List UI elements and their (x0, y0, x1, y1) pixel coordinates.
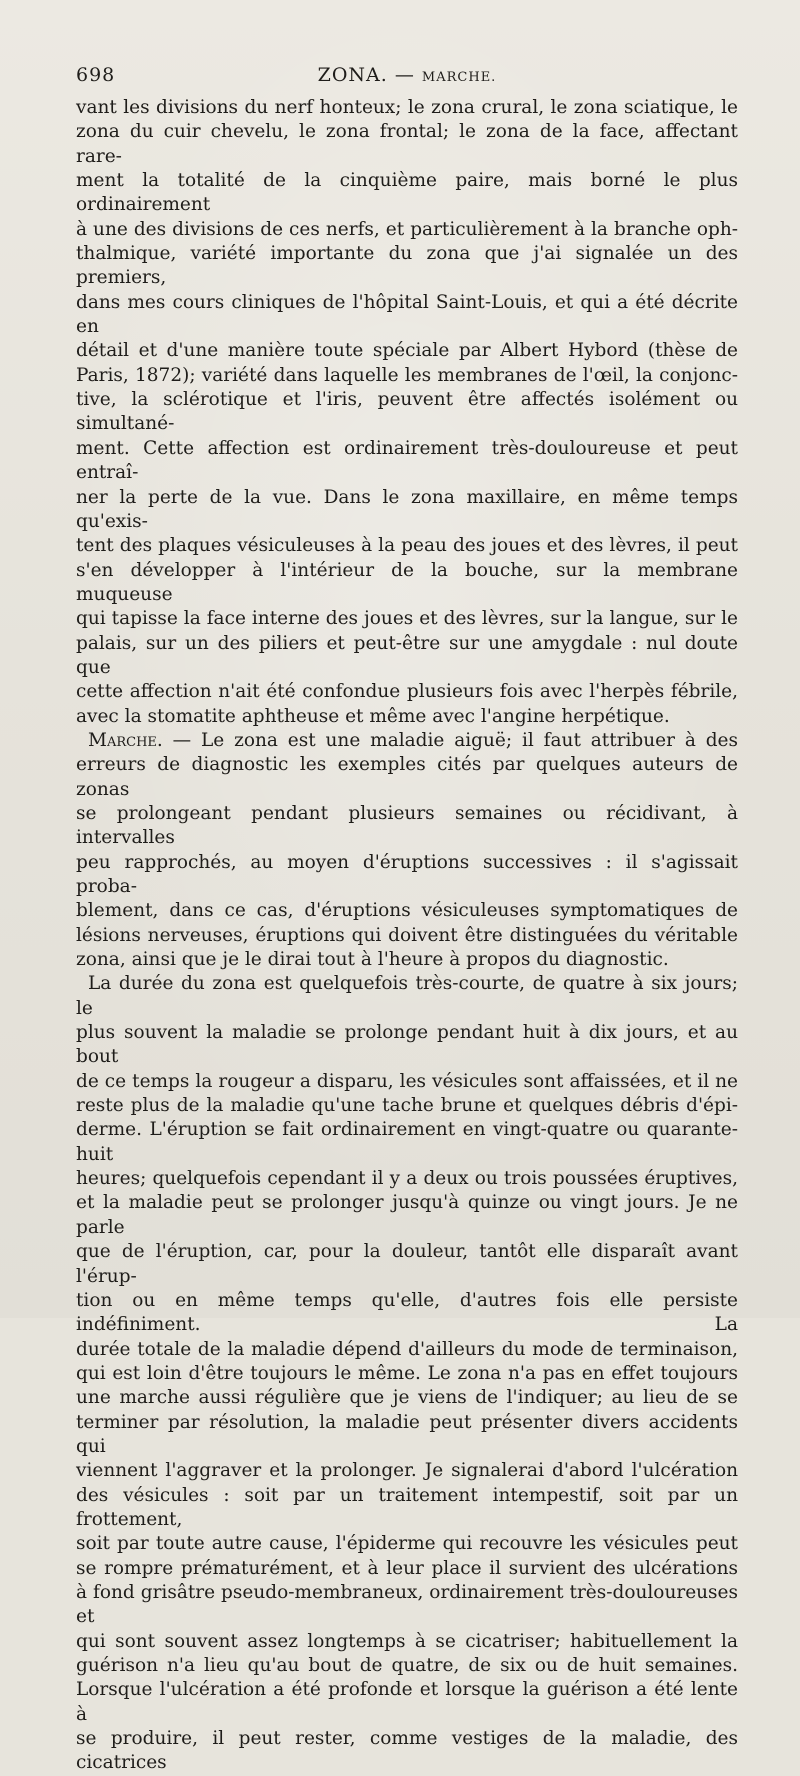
text-line (76, 96, 738, 120)
text-line (76, 753, 738, 802)
text-line (76, 1678, 738, 1727)
line-text: erreurs de diagnostic les exemples cités par quelques auteurs de zonas (76, 754, 738, 800)
line-text: des vésicules : soit par un traitement intempestif, soit par un frottement, (76, 1484, 738, 1530)
line-text: reste plus de la maladie qu'une tache brune et quelques débris d'épi- (76, 1095, 738, 1117)
running-title (76, 62, 738, 91)
line-text: et la maladie peut se prolonger jusqu'à quinze ou vingt jours. Je ne parle (76, 1192, 738, 1238)
text-line (76, 1727, 738, 1776)
line-text: à fond grisâtre pseudo-membraneux, ordinairement très-douloureuses et (76, 1581, 738, 1628)
text-line (76, 1191, 738, 1240)
line-text: zona, ainsi que je le dirai tout à l'heure à propos du diagnostic. (76, 949, 669, 971)
text-line (76, 437, 738, 486)
text-line (76, 364, 738, 388)
text-line (76, 1557, 738, 1581)
page-number: 698 (76, 64, 116, 86)
text-line (76, 1484, 738, 1533)
line-text: de ce temps la rougeur a disparu, les vésicules sont affaissées, et il ne (76, 1070, 738, 1092)
line-text: terminer par résolution, la maladie peut présenter divers accidents qui (76, 1411, 738, 1457)
line-text: thalmique, variété importante du zona que j'ai signalée un des premiers, (76, 243, 738, 289)
text-line (76, 218, 738, 242)
text-line (76, 339, 738, 363)
text-line (76, 1630, 738, 1654)
text-line (76, 1167, 738, 1191)
text-line (76, 632, 738, 681)
line-text: se produire, il peut rester, comme vestiges de la maladie, des cicatrices (76, 1728, 738, 1774)
line-text: peu rapprochés, au moyen d'éruptions successives : il s'agissait proba- (76, 851, 738, 897)
text-line (76, 1240, 738, 1289)
line-text: détail et d'une manière toute spéciale par Albert Hybord (thèse de (76, 340, 738, 362)
text-line (76, 1362, 738, 1386)
text-line (76, 802, 738, 851)
line-text: avec la stomatite aphtheuse et même avec l'angine herpétique. (76, 705, 670, 727)
text-line (76, 680, 738, 704)
line-text: dans mes cours cliniques de l'hôpital Saint-Louis, et qui a été décrite en (76, 291, 738, 338)
text-line (76, 851, 738, 900)
line-text: lésions nerveuses, éruptions qui doivent être distinguées du véritable (76, 924, 738, 946)
line-text: viennent l'aggraver et la prolonger. Je signalerai d'abord l'ulcération (76, 1460, 738, 1482)
line-text: soit par toute autre cause, l'épiderme qui recouvre les vésicules peut (76, 1533, 738, 1555)
line-text: ner la perte de la vue. Dans le zona maxillaire, en même temps qu'exis- (76, 486, 738, 532)
text-line (76, 1021, 738, 1070)
line-text: se prolongeant pendant plusieurs semaines ou récidivant, à intervalles (76, 802, 738, 849)
text-line (76, 388, 738, 437)
text-line (76, 948, 738, 972)
line-text: ment la totalité de la cinquième paire, mais borné le plus ordinairement (76, 170, 738, 216)
text-line (76, 1094, 738, 1118)
text-line (76, 486, 738, 535)
line-text: zona du cuir chevelu, le zona frontal; le zona de la face, affectant rare- (76, 121, 738, 167)
text-line (76, 607, 738, 631)
text-line (76, 291, 738, 340)
text-line (76, 705, 738, 729)
line-text: plus souvent la maladie se prolonge pendant huit à dix jours, et au bout (76, 1022, 738, 1068)
text-line (76, 1411, 738, 1460)
text-line (76, 1581, 738, 1630)
text-line (76, 1070, 738, 1094)
text-line (76, 242, 738, 291)
text-line (76, 1532, 738, 1556)
text-line (76, 534, 738, 558)
line-text: qui sont souvent assez longtemps à se cicatriser; habituellement la (76, 1630, 738, 1652)
line-text: blement, dans ce cas, d'éruptions vésiculeuses symptomatiques de (76, 900, 738, 922)
text-line (76, 120, 738, 169)
text-line (76, 169, 738, 218)
text-line (76, 924, 738, 948)
text-line (76, 559, 738, 608)
text-line (76, 1289, 738, 1338)
line-text: s'en développer à l'intérieur de la bouche, sur la membrane muqueuse (76, 559, 738, 605)
line-text: derme. L'éruption se fait ordinairement en vingt-quatre ou quarante-huit (76, 1119, 738, 1165)
running-title-separator: — (387, 64, 422, 86)
line-text: cette affection n'ait été confondue plusieurs fois avec l'herpès fébrile, (76, 681, 738, 703)
line-text: guérison n'a lieu qu'au bout de quatre, de six ou de huit semaines. (76, 1655, 738, 1676)
text-line (76, 1338, 738, 1362)
line-text: Paris, 1872); variété dans laquelle les membranes de l'œil, la conjonc- (76, 364, 738, 386)
line-text: que de l'éruption, car, pour la douleur, tantôt elle disparaît avant l'érup- (76, 1241, 738, 1287)
line-text: — Le zona est une maladie aiguë; il faut attribuer à des (162, 729, 738, 751)
page-header (76, 62, 738, 88)
line-text: se rompre prématurément, et à leur place il survient des ulcérations (76, 1557, 738, 1579)
running-title-section: MARCHE. (421, 70, 497, 85)
line-text: qui tapisse la face interne des joues et des lèvres, sur la langue, sur le (76, 608, 738, 630)
text-line (76, 1654, 738, 1678)
text-line (76, 1459, 738, 1483)
text-line (76, 1118, 738, 1167)
line-text: vant les divisions du nerf honteux; le zona crural, le zona sciatique, le (76, 97, 738, 118)
line-text: tive, la sclérotique et l'iris, peuvent être affectés isolément ou simultané- (76, 389, 738, 435)
line-text: à une des divisions de ces nerfs, et particulièrement à la branche oph- (76, 218, 738, 240)
line-text: durée totale de la maladie dépend d'ailleurs du mode de terminaison, (76, 1338, 738, 1360)
line-text: une marche aussi régulière que je viens de l'indiquer; au lieu de se (76, 1387, 738, 1409)
line-text: palais, sur un des piliers et peut-être sur une amygdale : nul doute que (76, 632, 738, 678)
text-line (76, 899, 738, 923)
text-line (76, 729, 738, 753)
line-text: ment. Cette affection est ordinairement très-douloureuse et peut entraî- (76, 437, 738, 484)
line-text: qui est loin d'être toujours le même. Le zona n'a pas en effet toujours (76, 1362, 738, 1384)
line-text: tion ou en même temps qu'elle, d'autres fois elle persiste indéfiniment. La (76, 1289, 738, 1336)
text-line (76, 972, 738, 1021)
line-text: Lorsque l'ulcération a été profonde et lorsque la guérison a été lente à (76, 1679, 738, 1725)
line-text: La durée du zona est quelquefois très-courte, de quatre à six jours; le (76, 973, 738, 1019)
line-text: tent des plaques vésiculeuses à la peau des joues et des lèvres, il peut (76, 535, 738, 557)
section-lead-word: Marche. (88, 729, 163, 751)
text-line (76, 1386, 738, 1410)
body-text (76, 96, 738, 1776)
running-title-main: ZONA. (317, 64, 388, 86)
line-text: heures; quelquefois cependant il y a deux ou trois poussées éruptives, (76, 1168, 738, 1190)
